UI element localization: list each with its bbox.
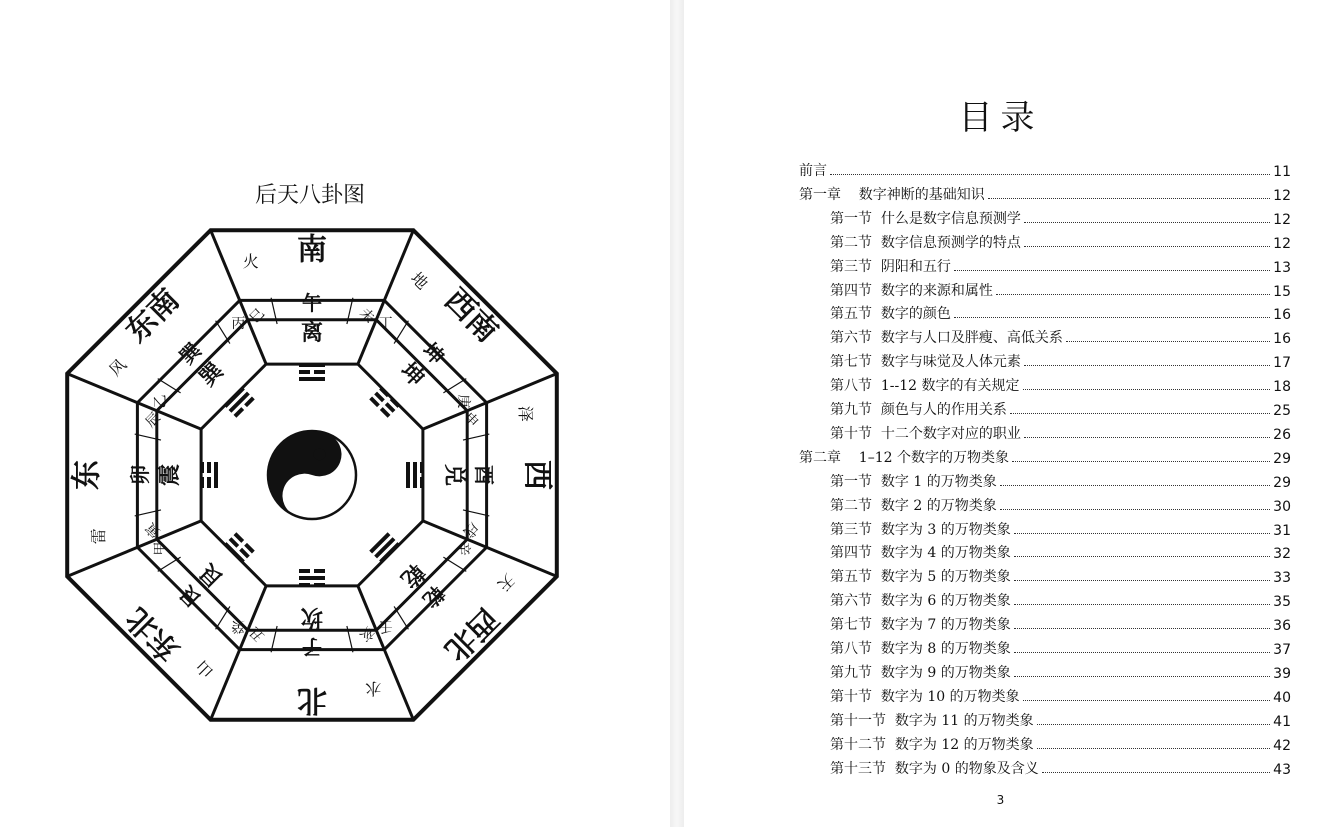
- cell-divider: [216, 321, 230, 344]
- toc-entry[interactable]: [830, 254, 1291, 276]
- toc-dot-leader: [1023, 389, 1271, 390]
- toc-entry-page: 13: [1273, 259, 1291, 276]
- toc-entry-page: 29: [1273, 474, 1291, 491]
- toc-title: 目录: [958, 98, 1043, 138]
- trigram-symbol: [224, 532, 255, 563]
- toc-entry-label: 第十一节 数字为 11 的万物类象: [830, 712, 1034, 729]
- toc-entry-page: 39: [1273, 665, 1291, 682]
- cell-divider: [158, 379, 181, 393]
- yang-line: [299, 576, 325, 580]
- cell-divider: [394, 606, 408, 629]
- toc-entry-page: 43: [1273, 761, 1291, 778]
- toc-dot-leader: [1037, 748, 1271, 749]
- toc-dot-leader: [1024, 222, 1270, 223]
- direction-label: 南: [297, 232, 327, 268]
- sector-divider: [67, 521, 201, 577]
- toc-dot-leader: [1014, 652, 1270, 653]
- toc-entry-page: 17: [1273, 355, 1291, 372]
- trigram-name: 坎: [300, 604, 324, 630]
- branch-stem-label: 亥: [356, 623, 378, 645]
- toc-entry-page: 30: [1273, 498, 1291, 515]
- cell-divider: [443, 379, 466, 393]
- toc-entry-label: 前言: [799, 163, 827, 179]
- toc-entry-page: 35: [1273, 594, 1291, 611]
- toc-entry-page: 16: [1273, 331, 1291, 348]
- toc-dot-leader: [988, 198, 1270, 199]
- yang-line: [299, 363, 325, 367]
- toc-entry[interactable]: [830, 493, 1291, 515]
- toc-entry-label: 第三节 阴阳和五行: [830, 258, 951, 275]
- toc-entry-page: 37: [1273, 642, 1291, 658]
- toc-entry[interactable]: [830, 636, 1291, 658]
- toc-entry-page: 11: [1273, 164, 1291, 180]
- branch-stem-label: 巳: [246, 305, 268, 327]
- direction-label: 西北: [437, 600, 505, 668]
- toc-entry[interactable]: [799, 182, 1291, 204]
- sector-divider: [67, 374, 201, 430]
- yin-line: [420, 477, 424, 488]
- yin-yang-dot: [299, 490, 311, 502]
- branch-stem-label: 未: [356, 305, 378, 327]
- toc-entry-label: 第一节 数字 1 的万物类象: [830, 473, 997, 490]
- toc-entry-page: 41: [1273, 713, 1291, 730]
- toc-dot-leader: [1024, 365, 1270, 366]
- toc-dot-leader: [996, 294, 1270, 295]
- toc-entry-page: 16: [1273, 307, 1291, 324]
- branch-stem-label: 巽: [174, 337, 206, 369]
- trigram-symbol: [299, 569, 325, 587]
- trigram-name: 坤: [395, 357, 430, 392]
- toc-dot-leader: [1024, 437, 1270, 438]
- toc-dot-leader: [1012, 461, 1270, 462]
- toc-entry-label: 第三节 数字为 3 的万物类象: [830, 521, 1011, 538]
- branch-stem-label: 丑: [246, 623, 268, 645]
- toc-entry-label: 第九节 颜色与人的作用关系: [830, 402, 1007, 418]
- toc-entry[interactable]: [830, 421, 1291, 443]
- toc-entry[interactable]: [830, 540, 1291, 562]
- toc-entry[interactable]: [830, 517, 1291, 539]
- cell-divider: [216, 606, 230, 629]
- toc-dot-leader: [830, 174, 1270, 175]
- direction-label: 西: [519, 460, 555, 490]
- trigram-symbol: [224, 387, 255, 418]
- toc-entry-page: 42: [1273, 737, 1291, 754]
- branch-stem-label: 庚: [455, 394, 471, 409]
- toc-entry-page: 26: [1273, 426, 1291, 443]
- toc-dot-leader: [1042, 772, 1270, 773]
- toc-dot-leader: [1014, 628, 1270, 629]
- toc-entry[interactable]: [830, 206, 1291, 228]
- branch-stem-label: 壬: [378, 618, 393, 634]
- element-label: 泽: [515, 405, 535, 422]
- yang-line: [299, 377, 325, 381]
- branch-stem-label: 午: [302, 291, 322, 315]
- toc-entry[interactable]: [830, 349, 1291, 371]
- toc-entry-label: 第六节 数字与人口及胖瘦、高低关系: [830, 330, 1063, 347]
- toc-dot-leader: [954, 270, 1270, 271]
- sector-divider: [358, 586, 414, 720]
- cell-divider: [158, 557, 181, 571]
- branch-stem-label: 申: [460, 409, 482, 431]
- toc-entry-label: 第十节 数字为 10 的万物类象: [830, 688, 1020, 705]
- yin-line: [207, 477, 211, 488]
- toc-entry-label: 第十节 十二个数字对应的职业: [830, 425, 1021, 442]
- branch-stem-label: 戌: [460, 519, 482, 541]
- page-number: 3: [996, 793, 1005, 807]
- toc-entry-label: 第四节 数字为 4 的万物类象: [830, 545, 1011, 562]
- yang-line: [406, 462, 410, 488]
- toc-entry-label: 第一章 数字神断的基础知识: [799, 186, 985, 203]
- toc-entry-page: 32: [1273, 546, 1291, 563]
- yin-line: [200, 477, 204, 488]
- toc-entry[interactable]: [830, 660, 1291, 682]
- element-label: 山: [192, 656, 217, 682]
- trigram-symbol: [369, 387, 400, 418]
- toc-dot-leader: [1014, 604, 1270, 605]
- element-label: 风: [105, 355, 131, 380]
- toc-entry-label: 第二章 1–12 个数字的万物类象: [799, 449, 1009, 466]
- yin-line: [314, 370, 325, 374]
- toc-dot-leader: [954, 317, 1270, 318]
- toc-entry-page: 12: [1273, 235, 1291, 252]
- toc-entry[interactable]: [830, 397, 1291, 419]
- toc-entry-page: 33: [1273, 570, 1291, 587]
- toc-entry-page: 12: [1273, 187, 1291, 204]
- toc-dot-leader: [1000, 509, 1270, 510]
- trigram-name: 艮: [194, 558, 229, 593]
- toc-entry-page: 29: [1273, 450, 1291, 467]
- toc-entry[interactable]: [830, 732, 1291, 754]
- toc-entry-page: 18: [1273, 379, 1291, 396]
- yin-line: [207, 462, 211, 473]
- toc-entry[interactable]: [830, 564, 1291, 586]
- branch-stem-label: 辛: [455, 541, 471, 556]
- toc-entry-label: 第六节 数字为 6 的万物类象: [830, 593, 1011, 610]
- yin-line: [299, 583, 310, 587]
- right-page: [684, 0, 1317, 827]
- toc-entry-label: 第八节 数字为 8 的万物类象: [830, 641, 1011, 657]
- toc-entry-page: 15: [1273, 283, 1291, 300]
- trigram-name: 震: [157, 463, 183, 487]
- sector-divider: [211, 586, 267, 720]
- toc-entry-label: 第二节 数字 2 的万物类象: [830, 497, 997, 514]
- toc-entry-label: 第八节 1--12 数字的有关规定: [830, 378, 1020, 395]
- trigram-name: 巽: [194, 357, 229, 392]
- trigram-symbol: [299, 363, 325, 381]
- toc-entry-page: 31: [1273, 522, 1291, 539]
- trigram-symbol: [369, 532, 400, 563]
- branch-stem-label: 甲: [153, 541, 169, 556]
- branch-stem-label: 艮: [174, 581, 206, 613]
- toc-dot-leader: [1066, 341, 1270, 342]
- branch-stem-label: 卯: [128, 465, 152, 485]
- branch-stem-label: 丁: [378, 316, 393, 332]
- toc-entry[interactable]: [799, 158, 1291, 180]
- toc-dot-leader: [1000, 485, 1270, 486]
- element-label: 雷: [89, 528, 109, 545]
- trigram-symbol: [406, 462, 424, 488]
- trigram-name: 离: [300, 320, 324, 346]
- toc-dot-leader: [1014, 580, 1270, 581]
- direction-label: 东南: [119, 282, 187, 350]
- toc-entry-label: 第一节 什么是数字信息预测学: [830, 210, 1021, 227]
- sector-divider: [423, 374, 557, 430]
- toc-entry[interactable]: [830, 230, 1291, 252]
- direction-label: 北: [297, 682, 327, 718]
- toc-entry[interactable]: [830, 588, 1291, 610]
- direction-label: 西南: [437, 282, 505, 350]
- yin-line: [299, 370, 310, 374]
- element-label: 火: [242, 252, 259, 272]
- toc-entry-label: 第四节 数字的来源和属性: [830, 282, 993, 299]
- toc-entry-page: 36: [1273, 618, 1291, 635]
- toc-dot-leader: [1037, 724, 1271, 725]
- book-gutter: [670, 0, 684, 827]
- toc-dot-leader: [1024, 246, 1270, 247]
- sector-divider: [423, 521, 557, 577]
- sector-divider: [211, 230, 267, 364]
- toc-entry-label: 第二节 数字信息预测学的特点: [830, 234, 1021, 251]
- toc-entry[interactable]: [799, 445, 1291, 467]
- trigram-name: 兑: [441, 463, 467, 487]
- toc-entry[interactable]: [830, 373, 1291, 395]
- cell-divider: [443, 557, 466, 571]
- toc-entry-page: 12: [1273, 211, 1291, 228]
- branch-stem-label: 酉: [472, 465, 496, 485]
- direction-label: 东北: [119, 600, 187, 668]
- branch-stem-label: 乙: [153, 394, 169, 409]
- toc-entry[interactable]: [830, 612, 1291, 634]
- branch-stem-label: 坤: [418, 337, 450, 369]
- sector-divider: [358, 230, 414, 364]
- toc-dot-leader: [1023, 700, 1271, 701]
- toc-dot-leader: [1014, 533, 1270, 534]
- toc-entry[interactable]: [830, 684, 1291, 706]
- branch-stem-label: 癸: [231, 618, 246, 634]
- direction-label: 东: [69, 460, 105, 490]
- branch-stem-label: 乾: [418, 581, 450, 613]
- yin-yang-dot: [314, 448, 326, 460]
- toc-entry[interactable]: [830, 469, 1291, 491]
- toc-entry[interactable]: [830, 278, 1291, 300]
- toc-entry-label: 第十二节 数字为 12 的万物类象: [830, 736, 1034, 753]
- toc-dot-leader: [1014, 676, 1270, 677]
- trigram-symbol: [200, 462, 218, 488]
- yin-line: [200, 462, 204, 473]
- toc-entry-page: 40: [1273, 689, 1291, 706]
- yin-line: [314, 583, 325, 587]
- toc-entry[interactable]: [830, 301, 1291, 323]
- element-label: 地: [407, 268, 432, 294]
- toc-entry-label: 第十三节 数字为 0 的物象及含义: [830, 760, 1039, 777]
- cell-divider: [394, 321, 408, 344]
- toc-entry[interactable]: [830, 708, 1291, 730]
- toc-entry-label: 第七节 数字与味觉及人体元素: [830, 354, 1021, 371]
- yang-line: [413, 462, 417, 488]
- branch-stem-label: 辰: [142, 409, 164, 431]
- toc-entry-page: 25: [1273, 403, 1291, 419]
- toc-entry-label: 第五节 数字的颜色: [830, 306, 951, 323]
- toc-entry-label: 第九节 数字为 9 的万物类象: [830, 664, 1011, 681]
- yin-line: [420, 462, 424, 473]
- element-label: 水: [365, 678, 382, 698]
- yin-line: [299, 569, 310, 573]
- toc-entry-label: 第七节 数字为 7 的万物类象: [830, 617, 1011, 634]
- trigram-name: 乾: [395, 558, 430, 593]
- branch-stem-label: 子: [302, 635, 322, 659]
- yin-line: [314, 569, 325, 573]
- toc-entry[interactable]: [830, 756, 1291, 778]
- diagram-title: 后天八卦图: [254, 183, 365, 208]
- element-label: 天: [493, 570, 519, 595]
- toc-dot-leader: [1010, 413, 1270, 414]
- toc-entry[interactable]: [830, 325, 1291, 347]
- yang-line: [214, 462, 218, 488]
- branch-stem-label: 丙: [231, 316, 246, 332]
- branch-stem-label: 寅: [142, 519, 164, 541]
- toc-dot-leader: [1014, 556, 1270, 557]
- toc-entry-label: 第五节 数字为 5 的万物类象: [830, 569, 1011, 586]
